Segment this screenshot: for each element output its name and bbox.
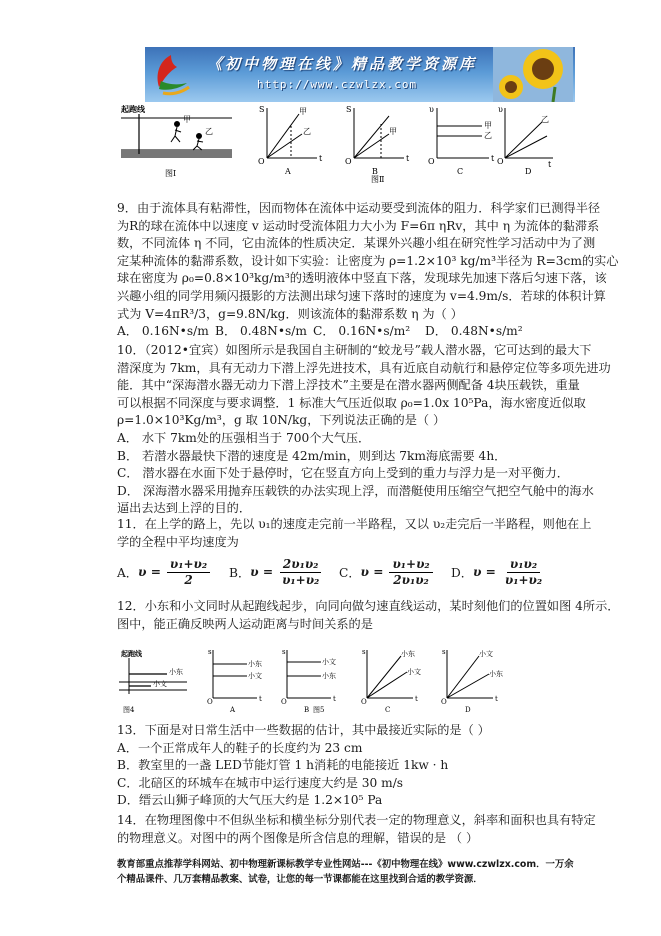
svg-text:s: s	[442, 648, 446, 656]
q13-line: 13．下面是对日常生活中一些数据的估计，其中最接近实际的是（ ）	[117, 723, 490, 737]
svg-text:小东: 小东	[401, 650, 415, 658]
banner-title: 《初中物理在线》精品教学资源库	[207, 55, 478, 73]
svg-text:小东: 小东	[248, 660, 262, 668]
svg-text:B: B	[304, 706, 310, 714]
q10-option-a[interactable]: A． 水下 7km处的压强相当于 700个大气压．	[117, 430, 371, 445]
page-footer	[117, 857, 587, 887]
svg-text:甲: 甲	[299, 107, 307, 116]
graph-panel-a	[207, 648, 262, 714]
svg-text:甲: 甲	[389, 127, 397, 136]
svg-text:t: t	[495, 695, 498, 703]
q10-option-d-cont: 逼出去达到上浮的目的．	[117, 501, 252, 516]
svg-text:小东: 小东	[489, 670, 503, 678]
q9-line: 9．由于流体具有粘滞性，因而物体在流体中运动要受到流体的阻力．科学家们已测得半径	[117, 201, 601, 215]
q13-option-a[interactable]: A．一个正常成年人的鞋子的长度约为 23 cm	[117, 740, 363, 755]
svg-text:t: t	[491, 154, 495, 163]
q9-line: 式为 V=4πR³/3，g=9.8N/kg．则该流体的黏滞系数 η 为（ ）	[117, 306, 463, 321]
svg-text:υ: υ	[498, 105, 503, 114]
q10-line: 可以根据不同深度与要求调整．1 标准大气压近似取 ρ₀=1.0x 10⁵Pa，海水密度近似取	[117, 395, 586, 410]
svg-text:S: S	[346, 105, 352, 114]
question-12	[117, 598, 620, 633]
svg-text:小东: 小东	[169, 668, 183, 676]
q11-line: 学的全程中平均速度为	[117, 534, 239, 549]
svg-text:小文: 小文	[407, 668, 421, 676]
runner-jia-icon	[174, 121, 180, 127]
svg-text:O: O	[497, 157, 504, 166]
svg-text:O: O	[258, 157, 265, 166]
svg-text:t: t	[548, 160, 552, 169]
figure-middle	[117, 646, 547, 716]
graph-panel-d	[497, 105, 553, 176]
q12-line: 图中，能正确反映两人运动距离与时间关系的是	[117, 616, 373, 631]
graph-panel-c	[428, 105, 495, 176]
q9-line: 数，不同流体 η 不同，它由流体的性质决定．某课外兴趣小组在研究性学习活动中为了测	[117, 236, 596, 251]
svg-text:D: D	[465, 706, 471, 714]
svg-text:图5: 图5	[313, 706, 325, 714]
svg-text:乙: 乙	[541, 115, 549, 124]
q10-line: ρ=1.0×10³Kg/m³，g 取 10N/kg，下列说法正确的是（ ）	[117, 413, 446, 428]
q9-option-a[interactable]: A． 0.16N•s/m	[117, 324, 209, 339]
caption-fig1: 图Ⅰ	[165, 169, 177, 178]
graph-panel-c	[361, 648, 421, 714]
graph-panel-d	[441, 648, 503, 714]
svg-text:A: A	[230, 706, 236, 714]
footer-line: 个精品课件、几万套精品教案、试卷，让您的每一节课都能在这里找到合适的教学资源．	[117, 874, 483, 885]
svg-text:s: s	[208, 648, 212, 656]
q9-options	[117, 323, 587, 341]
svg-text:D: D	[525, 167, 532, 176]
svg-text:t: t	[415, 695, 418, 703]
svg-text:t: t	[259, 695, 262, 703]
sunflower-icon	[493, 47, 573, 102]
q9-line: 球在密度为 ρ₀=0.8×10³kg/m³的透明液体中竖直下落，发现球先加速下落后匀速下落，该	[117, 271, 607, 286]
svg-text:S: S	[259, 105, 265, 114]
svg-text:图4: 图4	[123, 706, 135, 714]
svg-text:t: t	[319, 154, 323, 163]
q9-line: 为R的球在流体中以速度 v 运动时受流体阻力大小为 F=6π ηRv，其中 η 为流体的黏滞系	[117, 218, 600, 233]
svg-text:O: O	[361, 698, 367, 706]
label-jia: 甲	[183, 115, 191, 124]
svg-text:O: O	[441, 698, 447, 706]
figure-4	[119, 649, 187, 714]
start-line-label: 起跑线	[121, 104, 145, 114]
q10-option-b[interactable]: B． 若潜水器最快下潜的速度是 42m/min，则到达 7km海底需要 4h．	[117, 448, 507, 463]
svg-text:C: C	[385, 706, 391, 714]
q13-option-d[interactable]: D．缙云山狮子峰顶的大气压大约是 1.2×10⁵ Pa	[117, 793, 383, 808]
runner-yi-icon	[196, 133, 202, 139]
svg-text:小文: 小文	[322, 658, 336, 666]
q10-option-d[interactable]: D． 深海潜水器采用抛弃压载铁的办法实现上浮，而潜艇使用压缩空气把空气舱中的海水	[117, 483, 594, 498]
question-11	[117, 516, 592, 551]
q11-option-b[interactable]: B． υ = $\frac{\text{2υ₁υ₂}}{\text{υ₁+υ₂}}$	[229, 555, 322, 589]
svg-text:t: t	[406, 154, 410, 163]
q9-line: 定某种流体的黏滞系数，设计如下实验：让密度为 ρ=1.2×10³ kg/m³半径为 R=3cm的实心	[117, 253, 619, 268]
svg-text:小东: 小东	[322, 672, 336, 680]
q9-option-d[interactable]: D． 0.48N•s/m²	[425, 324, 523, 339]
caption-fig2: 图Ⅱ	[371, 175, 385, 184]
question-10	[117, 342, 611, 518]
q14-line: 14．在物理图像中不但纵坐标和横坐标分别代表一定的物理意义，斜率和面积也具有特定	[117, 813, 596, 827]
banner-url[interactable]: http://www.czwlzx.com	[257, 78, 418, 91]
q9-line: 兴趣小组的同学用频闪摄影的方法测出球匀速下落时的速度为 v=4.9m/s．若球的体积计算	[117, 288, 606, 303]
svg-text:小文: 小文	[248, 672, 262, 680]
question-9	[117, 200, 619, 341]
q11-option-a[interactable]: A． υ = $\frac{\text{υ₁+υ₂}}{2}$	[117, 555, 210, 589]
svg-text:乙: 乙	[484, 131, 492, 140]
q12-line: 12．小东和小文同时从起跑线起步，向同向做匀速直线运动，某时刻他们的位置如图 4所示．	[117, 599, 620, 613]
label-yi: 乙	[205, 127, 213, 136]
q10-line: 潜深度为 7km，具有无动力下潜上浮先进技术，具有近底自动航行和悬停定位等多项先进功	[117, 360, 611, 375]
q13-option-b[interactable]: B．教室里的一盏 LED节能灯管 1 h消耗的电能接近 1kw · h	[117, 758, 449, 773]
site-logo-icon	[149, 51, 191, 97]
q11-options	[117, 555, 587, 589]
svg-text:B: B	[372, 167, 378, 176]
svg-text:O: O	[428, 157, 435, 166]
q10-line: 10．（2012•宜宾）如图所示是我国自主研制的“蛟龙号”载人潜水器，它可达到的最大下	[117, 343, 592, 357]
q11-option-c[interactable]: C． υ = $\frac{\text{υ₁+υ₂}}{\text{2υ₁υ₂}}$	[339, 555, 433, 589]
site-banner	[145, 47, 575, 102]
q13-option-c[interactable]: C．北碚区的环城车在城市中运行速度大约是 30 m/s	[117, 775, 404, 790]
q11-line: 11．在上学的路上，先以 υ₁的速度走完前一半路程，又以 υ₂走完后一半路程，则他在上	[117, 517, 592, 531]
question-14	[117, 812, 596, 847]
question-13	[117, 722, 587, 810]
svg-text:甲: 甲	[484, 121, 492, 130]
graph-panel-b	[345, 105, 410, 184]
svg-text:乙: 乙	[303, 127, 311, 136]
svg-text:s: s	[362, 648, 366, 656]
svg-text:O: O	[281, 698, 287, 706]
graph-panel-b	[281, 648, 336, 714]
svg-text:A: A	[285, 167, 291, 176]
q10-option-c[interactable]: C． 潜水器在水面下处于悬停时，它在竖直方向上受到的重力与浮力是一对平衡力．	[117, 466, 569, 481]
svg-text:s: s	[282, 648, 286, 656]
svg-text:υ: υ	[429, 105, 434, 114]
figure-1	[121, 104, 232, 178]
q14-line: 的物理意义。对图中的两个图像是所含信息的理解，错误的是 （ ）	[117, 830, 479, 845]
q11-option-d[interactable]: D． υ = $\frac{\text{υ₁υ₂}}{\text{υ₁+υ₂}}$	[451, 556, 543, 587]
svg-text:C: C	[457, 167, 464, 176]
q9-option-c[interactable]: C． 0.16N•s/m²	[313, 324, 411, 339]
svg-text:起跑线: 起跑线	[121, 649, 142, 658]
q9-option-b[interactable]: B． 0.48N•s/m	[215, 324, 307, 339]
svg-text:t: t	[333, 695, 336, 703]
graph-panel-a	[258, 105, 323, 176]
q10-line: 能．其中“深海潜水器无动力下潜上浮技术”主要是在潜水器两侧配备 4块压载铁，重量	[117, 378, 580, 393]
footer-line: 教育部重点推荐学科网站、初中物理新课标教学专业性网站---《初中物理在线》www.czwlzx.com．一万余	[117, 859, 574, 870]
svg-text:小文: 小文	[479, 650, 493, 658]
figure-top	[117, 104, 557, 184]
svg-text:小文: 小文	[153, 680, 167, 688]
svg-text:O: O	[207, 698, 213, 706]
svg-text:O: O	[345, 157, 352, 166]
